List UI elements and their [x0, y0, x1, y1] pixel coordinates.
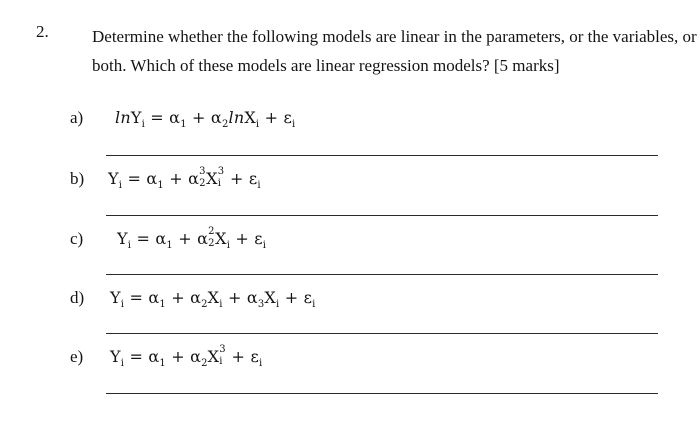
item-label: a) [70, 108, 84, 127]
item-label: e) [70, 347, 84, 366]
answer-line-c[interactable] [106, 274, 658, 275]
equation-d: $Y_i = \alpha_1 + \alpha_2X_i + \alpha_3X_i + \varepsilon_i$ [110, 288, 316, 310]
answer-line-d[interactable] [106, 333, 658, 334]
item-label: c) [70, 229, 84, 248]
prompt-line-2: both. Which of these models are linear regression models? [5 marks] [92, 56, 560, 75]
equation-e: $Y_i = \alpha_1 + \alpha_2X$ 3 i + $\varepsilon_i$ [110, 344, 263, 369]
equation-a: $\ln Y_i = \alpha_1 + \alpha_2\ln X_i + \varepsilon_i$ [115, 108, 296, 130]
equation-c: $Y_i = \alpha_1 + \alpha$ 2 2 $X_i + \varepsilon_i$ [117, 226, 267, 251]
equation-b: $Y_i = \alpha_1 + \alpha$ 3 2 X 3 i + $\varepsilon_i$ [108, 166, 261, 191]
answer-line-e[interactable] [106, 393, 658, 394]
item-label: b) [70, 169, 85, 188]
question-number: 2. [36, 22, 49, 41]
answer-line-a[interactable] [106, 155, 658, 156]
prompt-line-1: Determine whether the following models are linear in the parameters, or the variables, or [92, 27, 697, 46]
question-prompt [92, 22, 697, 80]
item-label: d) [70, 288, 85, 307]
answer-line-b[interactable] [106, 215, 658, 216]
